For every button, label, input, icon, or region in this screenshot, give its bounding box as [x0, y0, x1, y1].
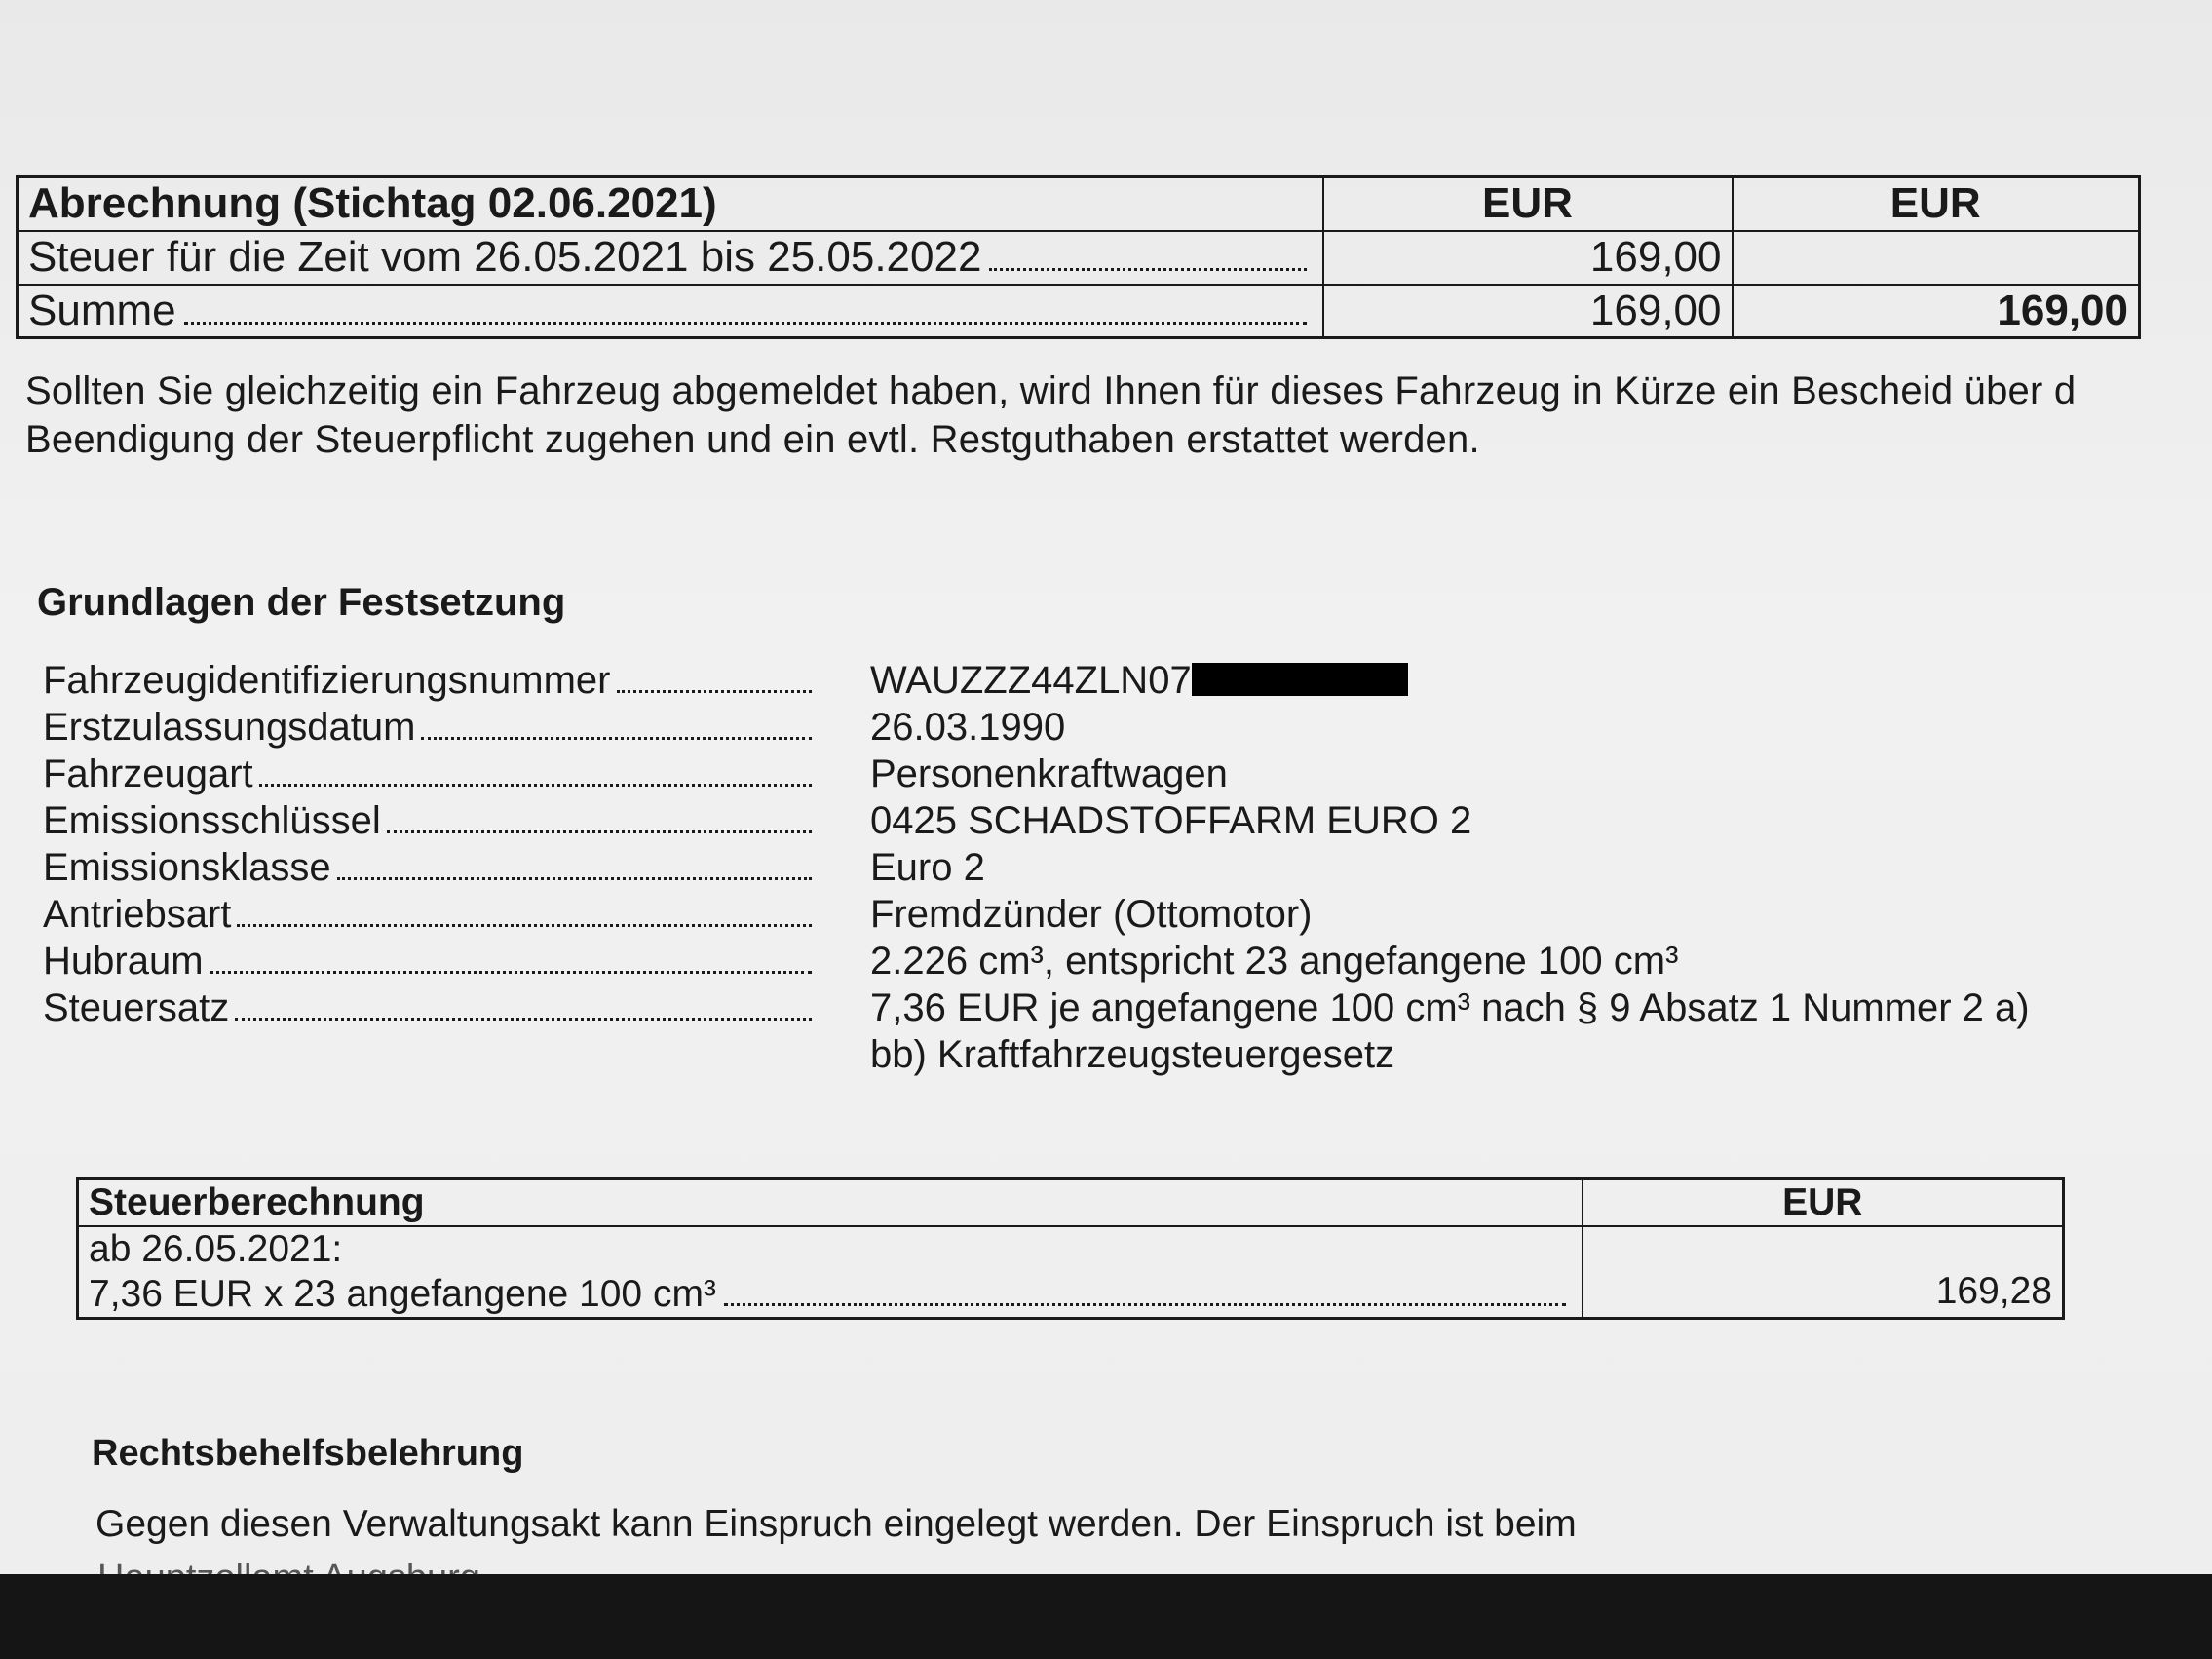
redaction-bar — [1192, 663, 1408, 696]
fact-label: Antriebsart — [43, 893, 232, 936]
steuerberechnung-table — [76, 1177, 2065, 1320]
notice-paragraph — [25, 367, 2198, 464]
fact-value: Personenkraftwagen — [870, 752, 1228, 795]
fact-label: Emissionsklasse — [43, 846, 331, 889]
fact-value: 7,36 EUR je angefangene 100 cm³ nach § 9 Absatz 1 Nummer 2 a) — [870, 986, 2030, 1029]
fact-label: Erstzulassungsdatum — [43, 706, 416, 749]
steuerberechnung-line2: 7,36 EUR x 23 angefangene 100 cm³ — [89, 1272, 716, 1315]
fact-row — [43, 893, 2138, 940]
notice-line2: Beendigung der Steuerpflicht zugehen und ein evtl. Restguthaben erstattet werden. — [25, 418, 1480, 461]
fact-label: Steuersatz — [43, 986, 230, 1029]
fact-label: Fahrzeugart — [43, 752, 253, 795]
fact-row — [43, 752, 2138, 799]
fact-value-cont: bb) Kraftfahrzeugsteuergesetz — [870, 1033, 1395, 1076]
rechtsbehelf-text: Gegen diesen Verwaltungsakt kann Einspruch eingelegt werden. Der Einspruch ist beim — [95, 1503, 1577, 1545]
fact-value: Euro 2 — [870, 846, 985, 889]
abrechnung-row1-label: Steuer für die Zeit vom 26.05.2021 bis 25.05.2022 — [28, 233, 982, 281]
fact-value: 2.226 cm³, entspricht 23 angefangene 100 cm³ — [870, 940, 1679, 983]
fact-row — [43, 940, 2138, 986]
steuerberechnung-body — [78, 1226, 1583, 1319]
screen-bezel — [0, 1574, 2212, 1659]
fact-row-fin — [43, 659, 2138, 706]
fact-value-fin: WAUZZZ44ZLN07 — [870, 659, 1192, 702]
fact-row — [43, 706, 2138, 752]
grundlagen-list — [43, 659, 2138, 1080]
grundlagen-title: Grundlagen der Festsetzung — [37, 581, 566, 624]
abrechnung-col1-header: EUR — [1323, 177, 1733, 231]
fact-row — [43, 799, 2138, 846]
abrechnung-sum-label: Summe — [28, 286, 176, 334]
fact-value: 26.03.1990 — [870, 706, 1066, 749]
abrechnung-col2-header: EUR — [1733, 177, 2140, 231]
abrechnung-row1-label-cell — [18, 231, 1323, 285]
abrechnung-row1-value: 169,00 — [1323, 231, 1733, 285]
abrechnung-sum-value1: 169,00 — [1323, 285, 1733, 338]
abrechnung-header: Abrechnung (Stichtag 02.06.2021) — [18, 177, 1323, 231]
fact-value: Fremdzünder (Ottomotor) — [870, 893, 1313, 936]
abrechnung-row1-empty — [1733, 231, 2140, 285]
fact-row — [43, 986, 2138, 1033]
steuerberechnung-col-header: EUR — [1583, 1179, 2064, 1226]
fact-value: 0425 SCHADSTOFFARM EURO 2 — [870, 799, 1472, 842]
abrechnung-sum-label-cell — [18, 285, 1323, 338]
abrechnung-sum-value2: 169,00 — [1733, 285, 2140, 338]
steuerberechnung-header: Steuerberechnung — [78, 1179, 1583, 1226]
rechtsbehelf-title: Rechtsbehelfsbelehrung — [92, 1433, 524, 1474]
fact-row — [43, 846, 2138, 893]
steuerberechnung-line1: ab 26.05.2021: — [89, 1227, 343, 1270]
fact-label: Emissionsschlüssel — [43, 799, 381, 842]
fact-label: Fahrzeugidentifizierungsnummer — [43, 659, 611, 702]
fact-row-cont — [43, 1033, 2138, 1080]
notice-line1: Sollten Sie gleichzeitig ein Fahrzeug abgemeldet haben, wird Ihnen für dieses Fahrzeug in Kürze ein Bescheid über d — [25, 369, 2077, 412]
abrechnung-table — [16, 175, 2141, 339]
steuerberechnung-value: 169,28 — [1583, 1226, 2064, 1319]
fact-label: Hubraum — [43, 940, 204, 983]
